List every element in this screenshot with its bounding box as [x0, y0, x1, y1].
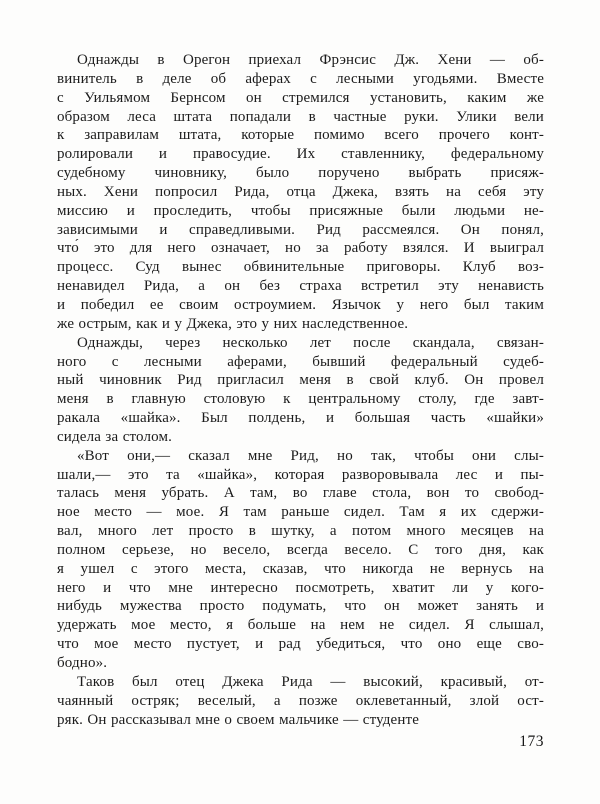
text-line: ненавидел Рида, а он без страха встретил эту ненависть — [57, 278, 544, 295]
text-line: нибудь мужества просто подумать, что он может занять и — [57, 598, 544, 615]
text-line: меня в главную столовую к центральному столу, где завт- — [57, 391, 544, 408]
text-line: ный чиновник Рид пригласил меня в свой клуб. Он провел — [57, 372, 544, 389]
text-line: винитель в деле об аферах с лесными угодьями. Вместе — [57, 70, 544, 87]
text-line: судебному чиновнику, было поручено выбрать присяж- — [57, 165, 544, 182]
text-line: ролировали и правосудие. Их ставленнику, федеральному — [57, 146, 544, 163]
text-line: миссию и проследить, чтобы присяжные были людьми не- — [57, 202, 544, 219]
text-line: же острым, как и у Джека, это у них наследственное. — [57, 315, 409, 332]
text-line: удержать мое место, я больше на нем не сидел. Я слышал, — [57, 617, 544, 634]
text-line: процесс. Суд вынес обвинительные приговоры. Клуб воз- — [57, 259, 544, 276]
page-number: 173 — [519, 733, 544, 750]
text-line: что мое место пустует, и рад убедиться, что оно еще сво- — [57, 636, 544, 653]
text-line: вал, много лет просто в шутку, а потом много месяцев на — [57, 523, 544, 540]
paragraph-2 — [57, 334, 544, 447]
text-line: бодно». — [57, 655, 108, 671]
text-line: талась меня убрать. А там, во главе стола, вон то свобод- — [57, 485, 544, 502]
paragraph-4 — [57, 673, 544, 730]
text-line: ных. Хени попросил Рида, отца Джека, взять на себя эту — [57, 183, 544, 200]
text-line: полном серьезе, но весело, всегда весело. С того дня, как — [57, 541, 544, 558]
text-line: него и что мне интересно посмотреть, хватит ли у кого- — [57, 579, 544, 596]
text-line: сидела за столом. — [57, 428, 173, 445]
text-line: чаянный остряк; веселый, а позже оклеветанный, злой ост- — [57, 692, 544, 709]
text-line: что́ это для него означает, но за работу взялся. И выиграл — [57, 240, 544, 257]
text-block — [57, 51, 544, 729]
paragraph-3 — [57, 447, 544, 673]
text-line: и победил ее своим остроумием. Язычок у него был таким — [57, 296, 544, 313]
text-line: Однажды в Орегон приехал Фрэнсис Дж. Хени — об- — [77, 52, 544, 68]
text-line: Однажды, через несколько лет после скандала, связан- — [77, 334, 544, 351]
paragraph-1 — [57, 51, 544, 334]
text-line: ракала «шайка». Был полдень, и большая часть «шайки» — [57, 410, 544, 427]
text-line: образом леса штата попадали в частные руки. Улики вели — [57, 108, 544, 125]
text-line: к заправилам штата, которые помимо всего прочего конт- — [57, 127, 544, 144]
text-line: «Вот они,— сказал мне Рид, но так, чтобы они слы- — [77, 447, 544, 464]
text-line: ряк. Он рассказывал мне о своем мальчике — студенте — [57, 711, 420, 728]
text-line: с Уильямом Бернсом он стремился установить, каким же — [57, 89, 544, 106]
text-line: ного с лесными аферами, бывший федеральный судеб- — [57, 353, 544, 370]
text-line: ное место — мое. Я там раньше сидел. Там я их сдержи- — [57, 504, 544, 521]
text-line: я ушел с этого места, сказав, что никогда не вернусь на — [57, 560, 544, 577]
text-line: зависимыми и справедливыми. Рид рассмеялся. Он понял, — [57, 221, 544, 238]
text-line: шали,— это та «шайка», которая разворовывала лес и пы- — [57, 466, 544, 483]
text-line: Таков был отец Джека Рида — высокий, красивый, от- — [77, 673, 544, 690]
